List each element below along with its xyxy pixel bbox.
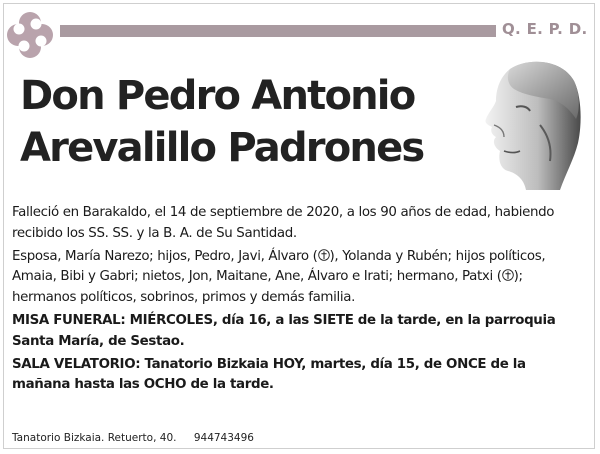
cross-icon — [502, 269, 514, 281]
funeral-paragraph — [12, 311, 584, 353]
footer — [12, 432, 254, 444]
family-paragraph — [12, 247, 584, 309]
name-line-2: Arevalillo Padrones — [20, 125, 424, 171]
wake-paragraph — [12, 355, 584, 397]
deceased-name — [20, 70, 460, 174]
footer-address: Tanatorio Bizkaia. Retuerto, 40. — [12, 432, 177, 444]
family-text-2: ), Yolanda y Rubén; hijos políticos, Amaia, Bibi y Gabri; nietos, Jon, Maitane, Ane, Álvaro e Irati; hermano, Patxi ( — [12, 248, 546, 285]
lauburu-icon — [5, 10, 55, 60]
family-text-3: ); hermanos políticos, sobrinos, primos y demás familia. — [12, 269, 523, 306]
footer-phone: 944743496 — [193, 432, 254, 444]
cross-icon — [318, 249, 330, 261]
death-paragraph: Falleció en Barakaldo, el 14 de septiembre de 2020, a los 90 años de edad, habiendo recibido los SS. SS. y la B. A. de Su Santidad. — [12, 205, 555, 241]
notice-body — [12, 203, 584, 398]
funeral-text: MISA FUNERAL: MIÉRCOLES, día 16, a las SIETE de la tarde, en la parroquia Santa María, de Sestao. — [12, 312, 556, 349]
portrait-photo — [470, 55, 582, 190]
wake-text: SALA VELATORIO: Tanatorio Bizkaia HOY, martes, día 15, de ONCE de la mañana hasta las OCHO de la tarde. — [12, 356, 526, 393]
qepd-label: Q. E. P. D. — [502, 20, 588, 38]
name-line-1: Don Pedro Antonio — [20, 73, 415, 119]
header-bar — [60, 25, 496, 37]
family-text-1: Esposa, María Narezo; hijos, Pedro, Javi, Álvaro ( — [12, 248, 318, 264]
